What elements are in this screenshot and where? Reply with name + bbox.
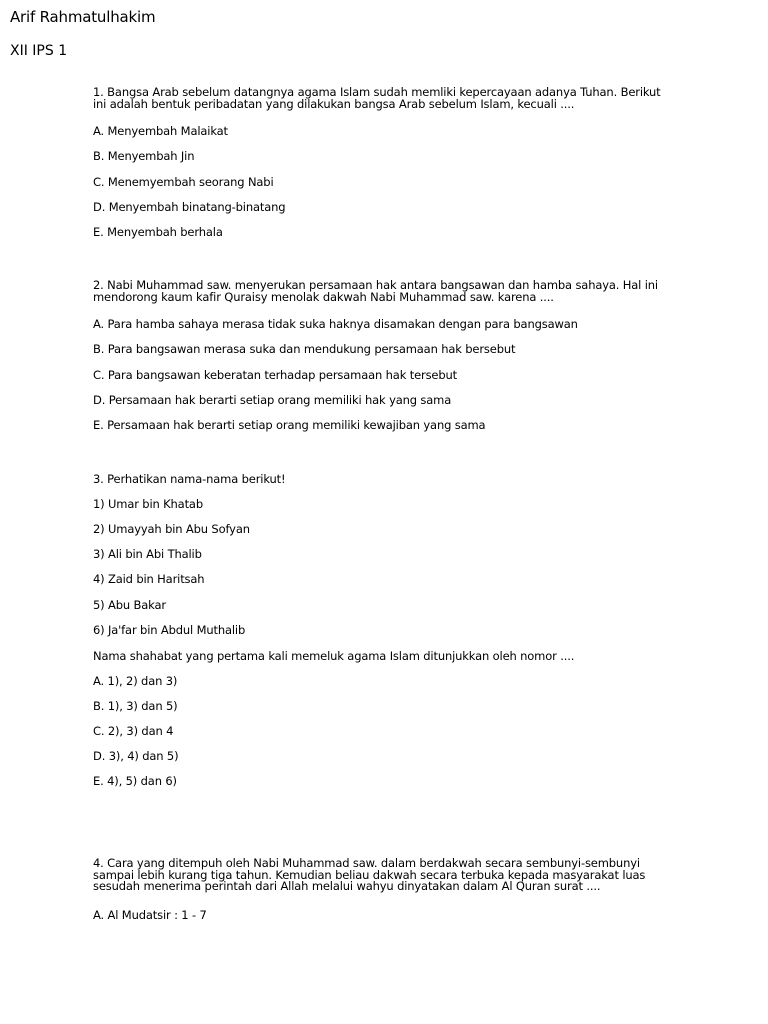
question-4-line-1: 4. Cara yang ditempuh oleh Nabi Muhammad saw. dalam berdakwah secara sembunyi-sembunyi bbox=[93, 856, 640, 870]
question-3-option-b: B. 1), 3) dan 5) bbox=[93, 699, 178, 713]
question-3-name-4: 4) Zaid bin Haritsah bbox=[93, 572, 205, 586]
question-3-option-d: D. 3), 4) dan 5) bbox=[93, 749, 179, 763]
student-class: XII IPS 1 bbox=[10, 43, 68, 59]
question-3-name-3: 3) Ali bin Abi Thalib bbox=[93, 547, 202, 561]
question-3-question: Nama shahabat yang pertama kali memeluk agama Islam ditunjukkan oleh nomor .... bbox=[93, 649, 575, 663]
question-4-text bbox=[93, 858, 645, 893]
question-2-option-c: C. Para bangsawan keberatan terhadap persamaan hak tersebut bbox=[93, 368, 457, 382]
question-2-option-a: A. Para hamba sahaya merasa tidak suka haknya disamakan dengan para bangsawan bbox=[93, 317, 578, 331]
question-1-option-d: D. Menyembah binatang-binatang bbox=[93, 200, 286, 214]
question-1-line-1: 1. Bangsa Arab sebelum datangnya agama Islam sudah memliki kepercayaan adanya Tuhan. Berikut bbox=[93, 85, 661, 99]
question-3-option-e: E. 4), 5) dan 6) bbox=[93, 774, 177, 788]
question-1-option-c: C. Menemyembah seorang Nabi bbox=[93, 175, 274, 189]
question-1-text bbox=[93, 87, 661, 110]
question-2-text bbox=[93, 280, 658, 303]
student-name: Arif Rahmatulhakim bbox=[10, 8, 156, 26]
question-3-name-1: 1) Umar bin Khatab bbox=[93, 497, 203, 511]
question-3-intro: 3. Perhatikan nama-nama berikut! bbox=[93, 472, 286, 486]
question-2-option-d: D. Persamaan hak berarti setiap orang memiliki hak yang sama bbox=[93, 393, 452, 407]
question-3-name-2: 2) Umayyah bin Abu Sofyan bbox=[93, 522, 250, 536]
question-1-line-2: ini adalah bentuk peribadatan yang dilakukan bangsa Arab sebelum Islam, kecuali .... bbox=[93, 96, 575, 111]
question-1-option-a: A. Menyembah Malaikat bbox=[93, 124, 228, 138]
question-2-line-1: 2. Nabi Muhammad saw. menyerukan persamaan hak antara bangsawan dan hamba sahaya. Hal ini bbox=[93, 278, 658, 292]
question-3-name-6: 6) Ja'far bin Abdul Muthalib bbox=[93, 623, 246, 637]
question-4-option-a: A. Al Mudatsir : 1 - 7 bbox=[93, 908, 207, 922]
question-3-option-c: C. 2), 3) dan 4 bbox=[93, 724, 174, 738]
question-3-name-5: 5) Abu Bakar bbox=[93, 598, 166, 612]
question-3-option-a: A. 1), 2) dan 3) bbox=[93, 674, 178, 688]
question-2-option-b: B. Para bangsawan merasa suka dan mendukung persamaan hak bersebut bbox=[93, 342, 516, 356]
question-4-line-3: sesudah menerima perintah dari Allah melalui wahyu dinyatakan dalam Al Quran surat .... bbox=[93, 879, 601, 893]
question-2-line-2: mendorong kaum kafir Quraisy menolak dakwah Nabi Muhammad saw. karena .... bbox=[93, 289, 554, 304]
question-2-option-e: E. Persamaan hak berarti setiap orang memiliki kewajiban yang sama bbox=[93, 418, 486, 432]
question-1-option-b: B. Menyembah Jin bbox=[93, 149, 195, 163]
question-1-option-e: E. Menyembah berhala bbox=[93, 225, 223, 239]
question-4-line-2: sampai lebih kurang tiga tahun. Kemudian beliau dakwah secara terbuka kepada masyarakat luas bbox=[93, 867, 646, 882]
